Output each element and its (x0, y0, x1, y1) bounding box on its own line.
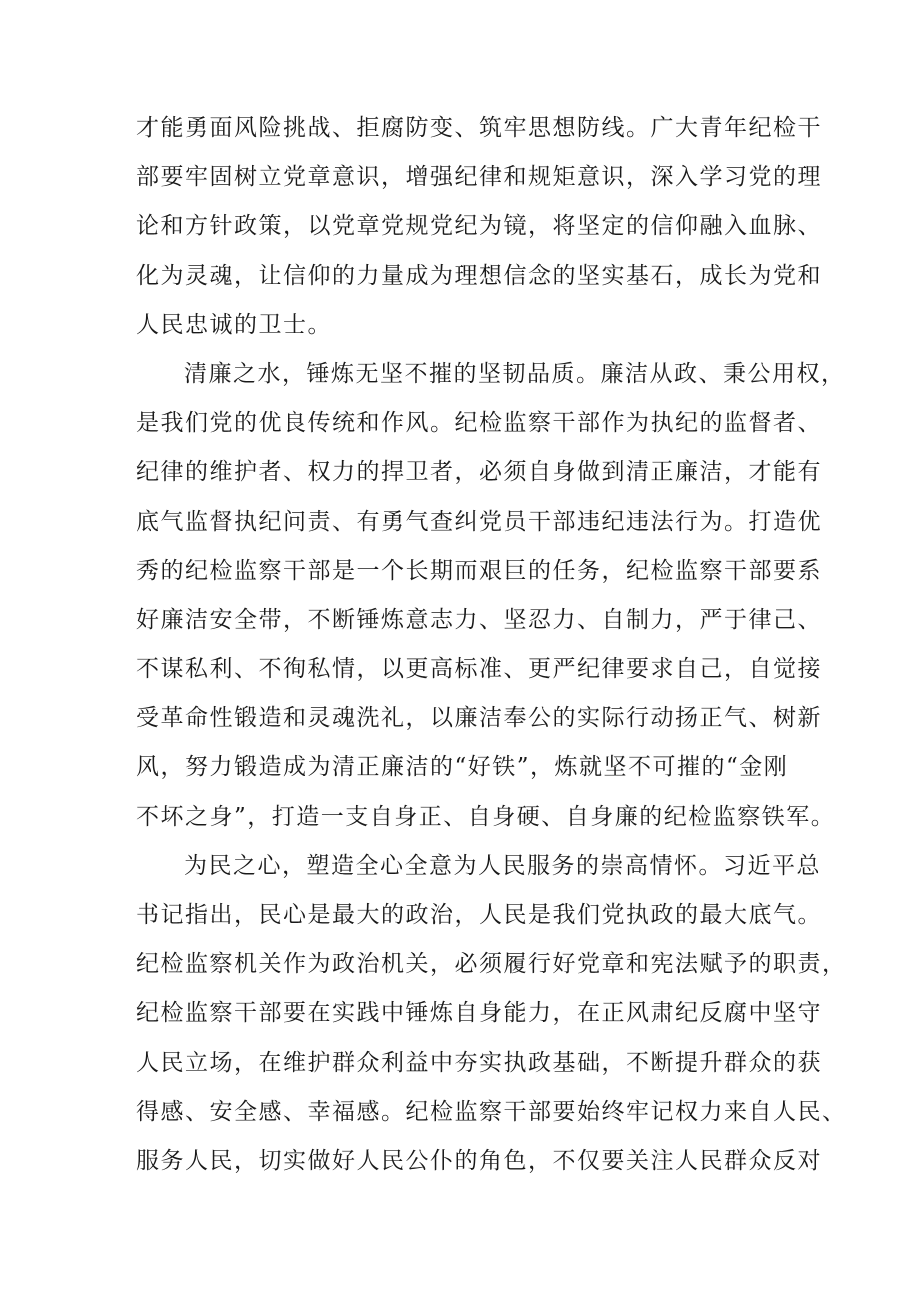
text-line: 好廉洁安全带，不断锤炼意志力、坚忍力、自制力，严于律己、 (136, 606, 822, 633)
text-line: 清廉之水，锤炼无坚不摧的坚韧品质。廉洁从政、秉公用权， (184, 360, 846, 387)
text-line: 不谋私利、不徇私情，以更高标准、更严纪律要求自己，自觉接 (136, 656, 822, 683)
text-line: 得感、安全感、幸福感。纪检监察干部要始终牢记权力来自人民、 (136, 1098, 847, 1125)
text-line: 纪检监察干部要在实践中锤炼自身能力，在正风肃纪反腐中坚守 (136, 1000, 822, 1027)
text-line: 受革命性锻造和灵魂洗礼，以廉洁奉公的实际行动扬正气、树新 (136, 705, 822, 732)
text-line: 是我们党的优良传统和作风。纪检监察干部作为执纪的监督者、 (136, 410, 822, 437)
text-line: 秀的纪检监察干部是一个长期而艰巨的任务，纪检监察干部要系 (136, 557, 822, 584)
text-line: 风，努力锻造成为清正廉洁的“好铁”，炼就坚不可摧的“金刚 (136, 754, 789, 781)
text-line: 论和方针政策，以党章党规党纪为镜，将坚定的信仰融入血脉、 (136, 213, 822, 240)
body-text (136, 104, 847, 1186)
paragraph-3 (136, 842, 847, 1186)
text-line: 化为灵魂，让信仰的力量成为理想信念的坚实基石，成长为党和 (136, 262, 822, 289)
text-line: 部要牢固树立党章意识，增强纪律和规矩意识，深入学习党的理 (136, 164, 822, 191)
text-line: 书记指出，民心是最大的政治，人民是我们党执政的最大底气。 (136, 902, 822, 928)
paragraph-1 (136, 104, 822, 350)
paragraph-2 (136, 350, 846, 842)
text-line: 不坏之身”，打造一支自身正、自身硬、自身廉的纪检监察铁军。 (136, 803, 836, 830)
text-line: 底气监督执纪问责、有勇气查纠党员干部违纪违法行为。打造优 (136, 508, 822, 535)
text-line: 为民之心，塑造全心全意为人民服务的崇高情怀。习近平总 (184, 852, 821, 879)
text-line: 纪检监察机关作为政治机关，必须履行好党章和宪法赋予的职责， (136, 951, 847, 978)
text-line: 纪律的维护者、权力的捍卫者，必须自身做到清正廉洁，才能有 (136, 459, 822, 486)
text-line: 人民忠诚的卫士。 (136, 311, 332, 338)
text-line: 人民立场，在维护群众利益中夯实执政基础，不断提升群众的获 (136, 1049, 822, 1076)
text-line: 服务人民，切实做好人民公仆的角色，不仅要关注人民群众反对 (136, 1147, 822, 1174)
text-line: 才能勇面风险挑战、拒腐防变、筑牢思想防线。广大青年纪检干 (136, 115, 822, 141)
